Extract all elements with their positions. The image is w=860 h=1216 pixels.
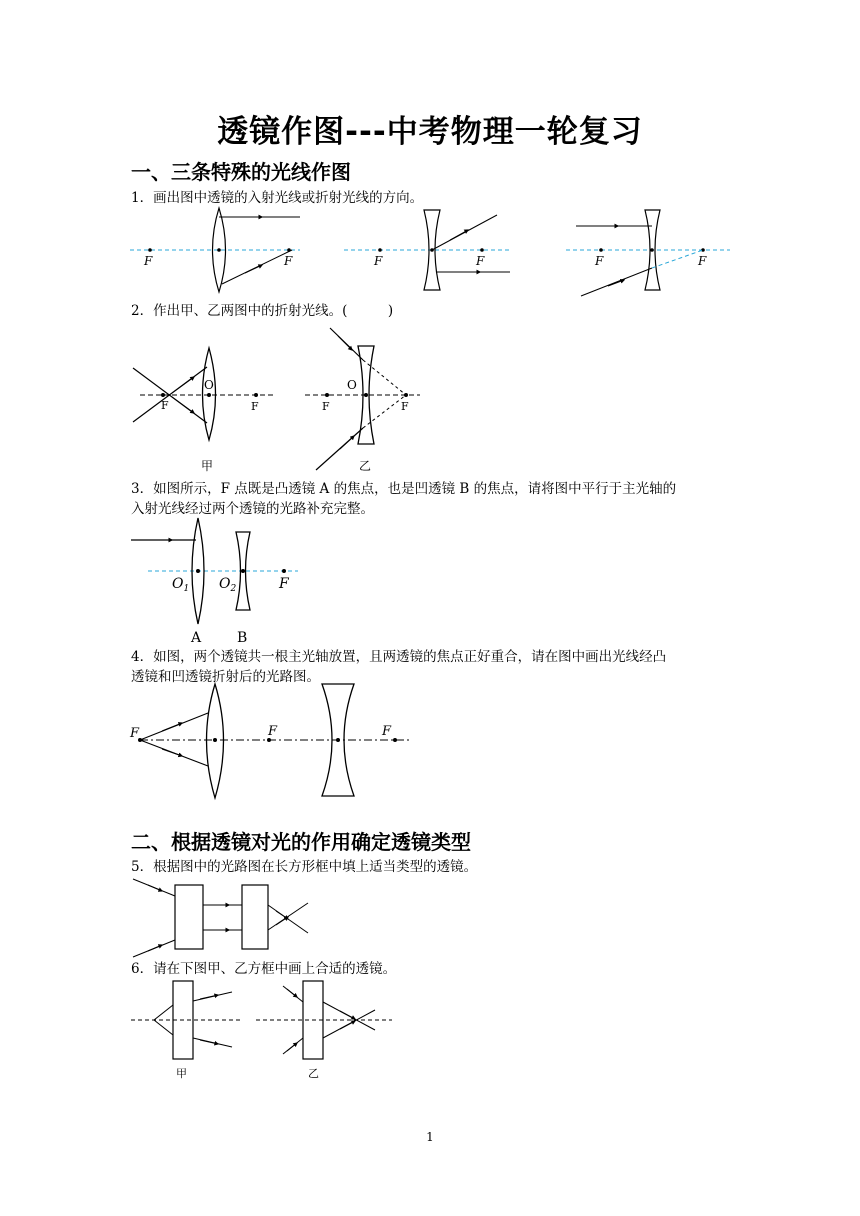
question-5-text: 5．根据图中的光路图在长方形框中填上适当类型的透镜。 — [131, 859, 478, 875]
focus-label: F — [144, 254, 153, 268]
q6-fig-jia — [131, 981, 240, 1080]
optical-center-label: O — [204, 378, 214, 392]
question-4-text-line2: 透镜和凹透镜折射后的光路图。 — [131, 669, 320, 685]
focus-label: F — [161, 399, 169, 412]
figure-caption-yi: 乙 — [308, 1067, 319, 1080]
focus-label: F — [401, 400, 409, 413]
section-heading-1: 一、三条特殊的光线作图 — [131, 160, 351, 184]
q2-fig-yi — [305, 328, 420, 473]
page-title: 透镜作图---中考物理一轮复习 — [217, 114, 643, 150]
q5-figure — [133, 879, 308, 957]
focus-label: F — [322, 400, 330, 413]
q1-fig-concave-2 — [566, 210, 730, 296]
optical-center-label: O — [347, 378, 357, 392]
focus-label: F — [382, 724, 392, 739]
q4-figure — [129, 684, 410, 798]
figure-caption-yi: 乙 — [359, 459, 372, 473]
question-6-text: 6．请在下图甲、乙方框中画上合适的透镜。 — [131, 961, 397, 977]
section-heading-2: 二、根据透镜对光的作用确定透镜类型 — [131, 830, 471, 854]
focus-label: F — [279, 576, 289, 592]
focus-label: F — [251, 400, 259, 413]
figure-caption-jia: 甲 — [201, 459, 214, 473]
question-2-text: 2．作出甲、乙两图中的折射光线。( ) — [131, 303, 394, 319]
o2-label: $O_2$ — [219, 576, 237, 594]
focus-label: F — [284, 254, 293, 268]
q1-fig-convex — [130, 208, 300, 292]
figure-caption-jia: 甲 — [176, 1067, 187, 1080]
question-3-text-line2: 入射光线经过两个透镜的光路补充完整。 — [131, 501, 374, 517]
focus-label: F — [698, 254, 707, 268]
lens-b-label: B — [237, 630, 248, 646]
focus-label: F — [374, 254, 383, 268]
q1-fig-concave — [344, 210, 510, 290]
question-1-text: 1．画出图中透镜的入射光线或折射光线的方向。 — [131, 190, 424, 206]
question-4-text-line1: 4．如图，两个透镜共一根主光轴放置，且两透镜的焦点正好重合，请在图中画出光线经凸 — [131, 649, 667, 665]
focus-label: F — [476, 254, 485, 268]
question-3-text-line1: 3．如图所示，F 点既是凸透镜 A 的焦点，也是凹透镜 B 的焦点，请将图中平行于主光轴的 — [131, 481, 677, 497]
q3-figure — [131, 518, 298, 646]
lens-a-label: A — [191, 630, 202, 646]
o1-label: $O_1$ — [172, 576, 190, 594]
q2-fig-jia — [133, 348, 275, 473]
focus-label: F — [595, 254, 604, 268]
page-number: 1 — [426, 1130, 434, 1144]
focus-label: F — [130, 726, 140, 741]
focus-label: F — [268, 724, 278, 739]
q6-fig-yi — [256, 981, 392, 1080]
